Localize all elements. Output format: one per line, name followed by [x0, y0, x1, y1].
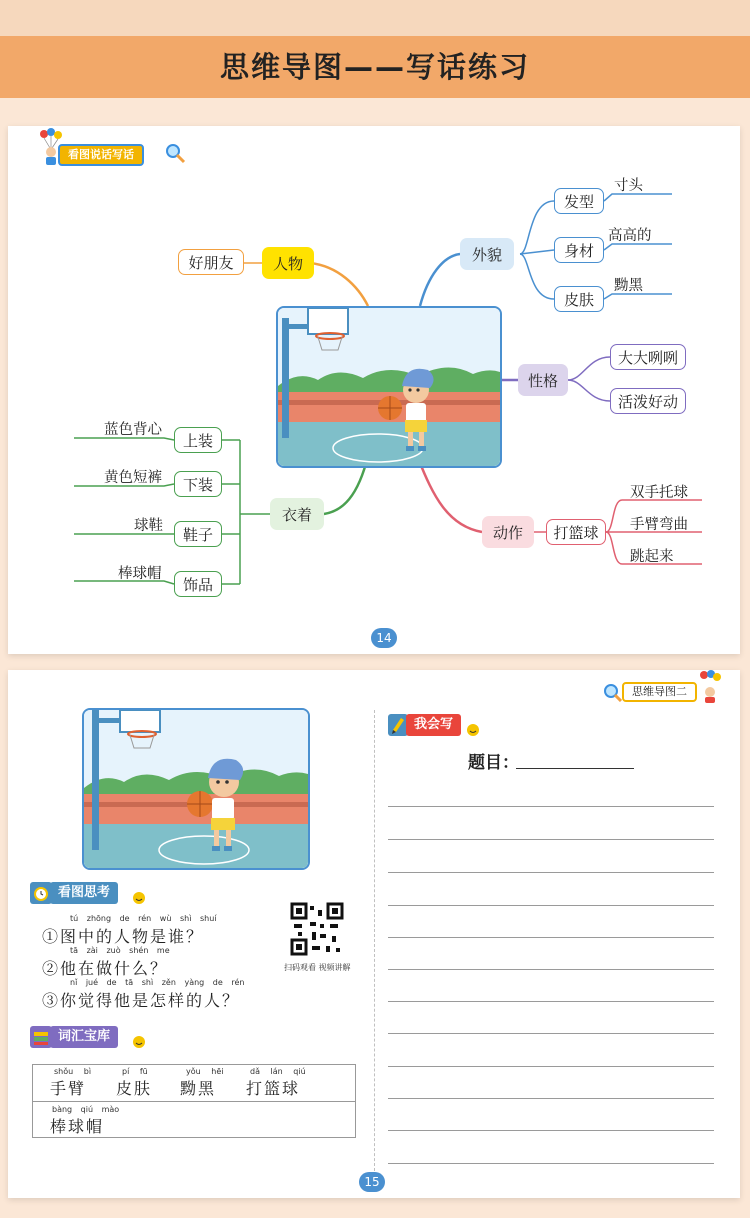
- vocab-pinyin: shǒu bì: [54, 1067, 92, 1076]
- node-accessory: 饰品: [174, 571, 222, 597]
- basketball-boy-illustration-2: [82, 708, 310, 870]
- branch-appearance: 外貌: [460, 238, 514, 270]
- branch-action: 动作: [482, 516, 534, 548]
- magnifier-icon: [602, 682, 622, 706]
- vocab-word: 皮肤: [116, 1079, 153, 1098]
- title-label: 题目：: [468, 753, 519, 773]
- writing-line[interactable]: [388, 1066, 714, 1067]
- section-badge-look-and-think: 看图思考: [50, 882, 118, 904]
- vocab-word: 手臂: [50, 1079, 87, 1098]
- vocab-pinyin: pí fū: [122, 1067, 148, 1076]
- vocab-divider: [33, 1101, 355, 1102]
- question-3-pinyin: nǐ jué de tā shì zěn yàng de rén: [70, 978, 245, 987]
- vocab-word: 打篮球: [246, 1079, 301, 1098]
- smile-icon: [132, 890, 146, 909]
- writing-line[interactable]: [388, 806, 714, 807]
- leaf-crew-cut: 寸头: [614, 178, 643, 194]
- question-1: ①图中的人物是谁？: [42, 927, 205, 946]
- branch-clothing: 衣着: [270, 498, 324, 530]
- alarm-clock-icon: [30, 882, 52, 904]
- leaf-dark: 黝黑: [614, 278, 643, 294]
- section-badge-vocabulary: 词汇宝库: [50, 1026, 118, 1048]
- vocab-word: 棒球帽: [50, 1117, 105, 1136]
- page-title: 思维导图——写话练习: [219, 50, 530, 84]
- books-icon: [30, 1026, 52, 1048]
- writing-line[interactable]: [388, 1033, 714, 1034]
- node-hairstyle: 发型: [554, 188, 604, 214]
- leaf-good-friend: 好朋友: [178, 249, 244, 275]
- branch-people: 人物: [262, 247, 314, 279]
- title-input-line[interactable]: [516, 768, 634, 769]
- page-number-14: 14: [371, 628, 397, 648]
- leaf-lively: 活泼好动: [610, 388, 686, 414]
- writing-line[interactable]: [388, 969, 714, 970]
- header-banner: [0, 36, 750, 98]
- page-number-15: 15: [359, 1172, 385, 1192]
- writing-line[interactable]: [388, 1001, 714, 1002]
- question-2: ②他在做什么？: [42, 959, 169, 978]
- qr-caption: 扫码观看 视频讲解: [284, 963, 351, 972]
- node-skin: 皮肤: [554, 286, 604, 312]
- page-14: [8, 126, 740, 654]
- smile-icon: [132, 1034, 146, 1053]
- leaf-sneakers: 球鞋: [134, 518, 163, 534]
- leaf-hold-ball: 双手托球: [630, 485, 688, 501]
- writing-line[interactable]: [388, 872, 714, 873]
- writing-line[interactable]: [388, 1130, 714, 1131]
- leaf-baseball-cap: 棒球帽: [118, 566, 162, 582]
- writing-line[interactable]: [388, 1163, 714, 1164]
- writing-line[interactable]: [388, 905, 714, 906]
- smile-icon: [466, 722, 480, 741]
- leaf-carefree: 大大咧咧: [610, 344, 686, 370]
- writing-line[interactable]: [388, 1098, 714, 1099]
- question-1-pinyin: tú zhōng de rén wù shì shuí: [70, 914, 217, 923]
- magnifier-icon: [164, 142, 186, 168]
- question-3: ③你觉得他是怎样的人？: [42, 991, 241, 1010]
- section-badge-i-can-write: 我会写: [406, 714, 461, 736]
- node-bottom: 下装: [174, 471, 222, 497]
- balloon-girl-icon: [698, 670, 722, 708]
- qr-code[interactable]: [290, 902, 344, 956]
- node-build: 身材: [554, 237, 604, 263]
- section-badge-look-and-write: 看图说话写话: [58, 144, 144, 166]
- vertical-divider: [374, 710, 375, 1176]
- node-top: 上装: [174, 427, 222, 453]
- corner-badge-mindmap-2: 思维导图二: [622, 682, 697, 702]
- leaf-arm-bent: 手臂弯曲: [630, 517, 688, 533]
- branch-personality: 性格: [518, 364, 568, 396]
- writing-line[interactable]: [388, 937, 714, 938]
- page-15: [8, 670, 740, 1198]
- node-play-basketball: 打篮球: [546, 519, 606, 545]
- leaf-blue-vest: 蓝色背心: [104, 422, 162, 438]
- leaf-tall: 高高的: [608, 228, 652, 244]
- top-strip: [0, 0, 750, 36]
- vocab-pinyin: yǒu hēi: [186, 1067, 224, 1076]
- leaf-yellow-shorts: 黄色短裤: [104, 470, 162, 486]
- vocab-pinyin: bàng qiú mào: [52, 1105, 120, 1114]
- basketball-boy-illustration: [276, 306, 502, 468]
- pencil-icon: [388, 714, 408, 736]
- writing-line[interactable]: [388, 839, 714, 840]
- question-2-pinyin: tā zài zuò shén me: [70, 946, 170, 955]
- node-shoes: 鞋子: [174, 521, 222, 547]
- leaf-jump: 跳起来: [630, 549, 674, 565]
- vocab-pinyin: dǎ lán qiú: [250, 1067, 306, 1076]
- vocab-word: 黝黑: [180, 1079, 217, 1098]
